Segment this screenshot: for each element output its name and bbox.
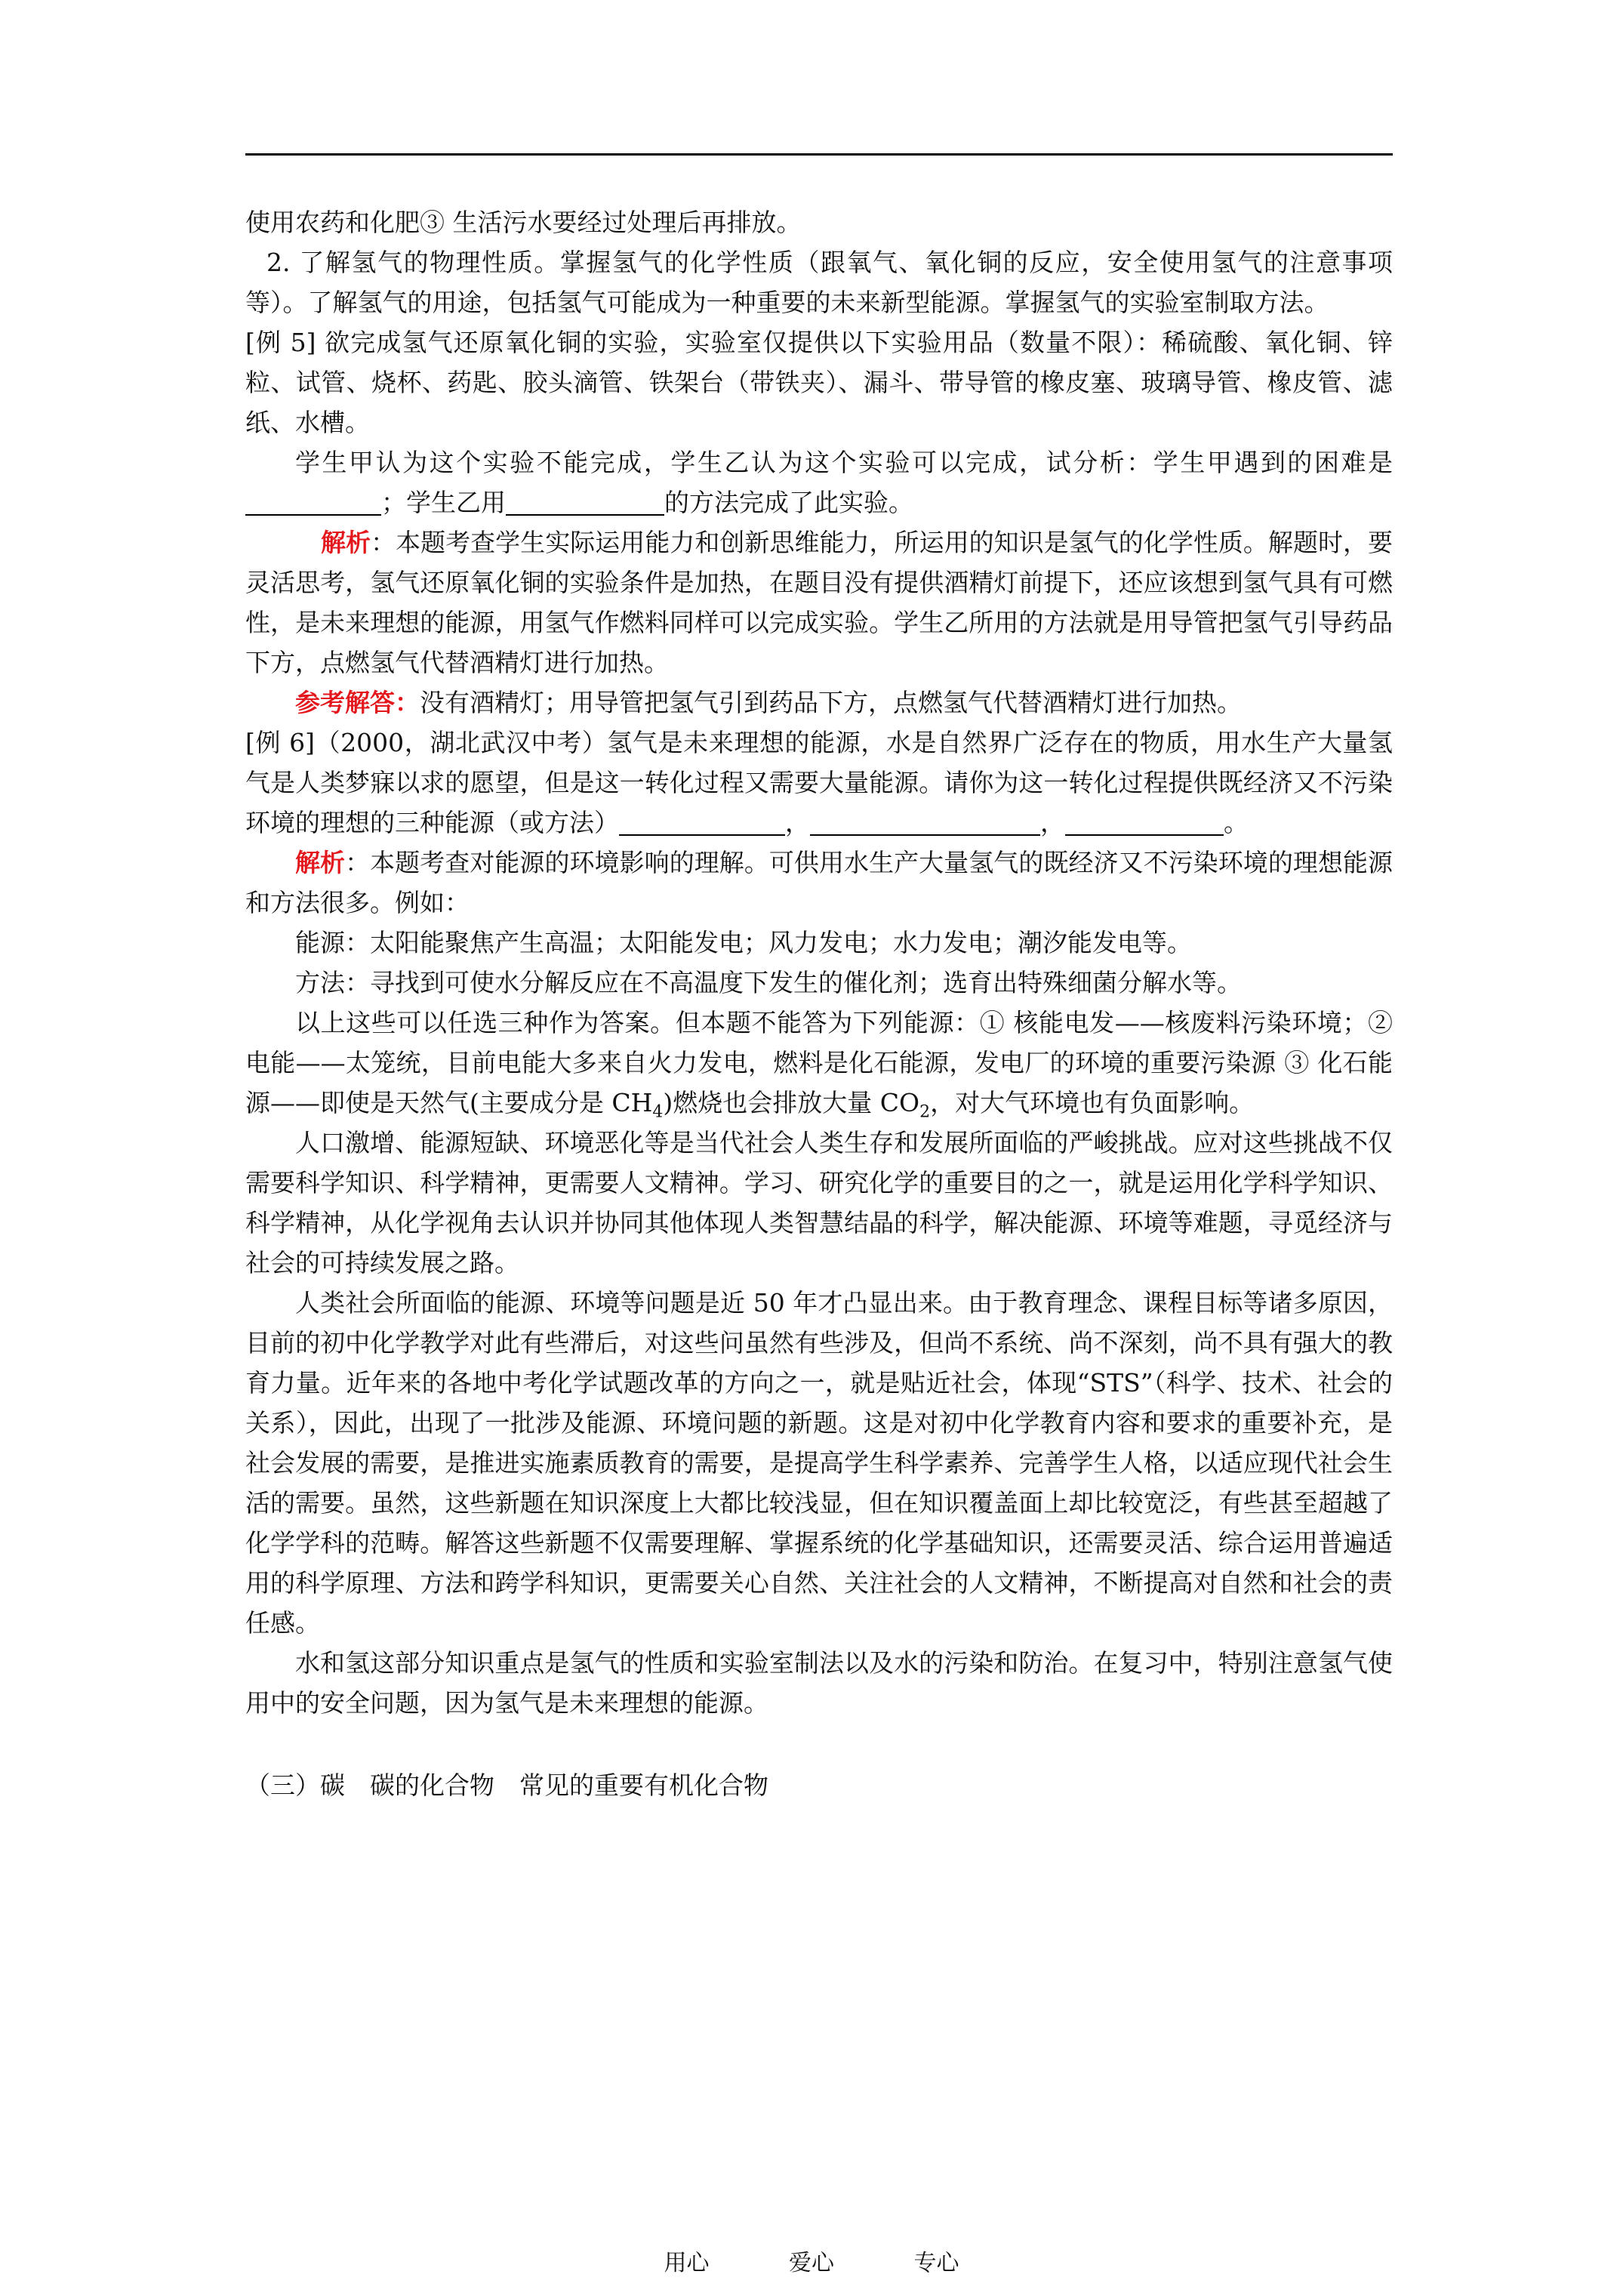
page-footer: [0, 2244, 1623, 2277]
text: )燃烧也会排放大量 CO: [663, 1088, 920, 1117]
analysis-paragraph: [245, 522, 1393, 683]
paragraph: 使用农药和化肥③ 生活污水要经过处理后再排放。: [245, 208, 802, 237]
answer-blank: [810, 807, 953, 836]
answer-blank: [619, 807, 785, 836]
section-heading: （三）碳 碳的化合物 常见的重要有机化合物: [245, 1771, 768, 1800]
paragraph: 人口激增、能源短缺、环境恶化等是当代社会人类生存和发展所面临的严峻挑战。应对这些挑战不仅需要科学知识、科学精神，更需要人文精神。学习、研究化学的重要目的之一，就是运用化学科学知识、科学精神，从化学视角去认识并协同其他体现人类智慧结晶的科学，解决能源、环境等难题，寻觅经济与社会的可持续发展之路。: [245, 1128, 1393, 1277]
analysis-paragraph: [245, 843, 1393, 923]
text: [例 6]（2000，湖北武汉中考）氢气是未来理想的能源，水是自然界广泛存在的物质，用水生产大量氢气是人类梦寐以求的愿望，但是这一转化过程又需要大量能源。请你为这一转化过程提供既经济又不污染环境的理想的三种能源（或方法）: [245, 728, 1393, 837]
reference-answer-label: 参考解答：: [295, 688, 420, 717]
paragraph: [245, 1003, 1393, 1123]
text: ，对大气环境也有负面影响。: [930, 1088, 1255, 1117]
text: 学生甲认为这个实验不能完成，学生乙认为这个实验可以完成，试分析：学生甲遇到的困难是: [295, 448, 1393, 477]
text: 的方法完成了此实验。: [664, 488, 913, 517]
answer-blank: [245, 487, 381, 516]
text: 。: [1224, 808, 1249, 837]
answer-blank: [1065, 807, 1224, 836]
footer-item: 用心: [664, 2250, 710, 2276]
subscript: 2: [919, 1102, 931, 1122]
text: ：本题考查学生实际运用能力和创新思维能力，所运用的知识是氢气的化学性质。解题时，要灵活思考，氢气还原氧化铜的实验条件是加热，在题目没有提供酒精灯前提下，还应该想到氢气具有可燃性，是未来理想的能源，用氢气作燃料同样可以完成实验。学生乙所用的方法就是用导管把氢气引导药品下方，点燃氢气代替酒精灯进行加热。: [245, 528, 1394, 677]
analysis-label: 解析: [295, 848, 346, 877]
paragraph: 人类社会所面临的能源、环境等问题是近 50 年才凸显出来。由于教育理念、课程目标等诸多原因，目前的初中化学教学对此有些滞后，对这些问虽然有些涉及，但尚不系统、尚不深刻，尚不具有强大的教育力量。近年来的各地中考化学试题改革的方向之一，就是贴近社会，体现“STS”（科学、技术、社会的关系），因此，出现了一批涉及能源、环境问题的新题。这是对初中化学教育内容和要求的重要补充，是社会发展的需要，是推进实施素质教育的需要，是提高学生科学素养、完善学生人格，以适应现代社会生活的需要。虽然，这些新题在知识深度上大都比较浅显，但在知识覆盖面上却比较宽泛，有些甚至超越了化学学科的范畴。解答这些新题不仅需要理解、掌握系统的化学基础知识，还需要灵活、综合运用普遍适用的科学原理、方法和跨学科知识，更需要关心自然、关注社会的人文精神，不断提高对自然和社会的责任感。: [245, 1288, 1393, 1638]
text: 以上这些可以任选三种作为答案。但本题不能答为下列能源：① 核能电发——核废料污染环境；② 电能——太笼统，目前电能大多来自火力发电，燃料是化石能源，发电厂的环境的重要污染源 ③ 化石能源——即使是天然气(主要成分是 CH: [245, 1008, 1393, 1117]
text: ，: [785, 808, 810, 837]
footer-item: 专心: [913, 2250, 959, 2276]
text: 没有酒精灯；用导管把氢气引到药品下方，点燃氢气代替酒精灯进行加热。: [420, 688, 1242, 717]
reference-answer: [245, 683, 1393, 723]
question-paragraph: [245, 442, 1393, 522]
subscript: 4: [652, 1102, 664, 1122]
footer-item: 爱心: [789, 2250, 834, 2276]
paragraph: 2. 了解氢气的物理性质。掌握氢气的化学性质（跟氧气、氧化铜的反应，安全使用氢气的注意事项等）。了解氢气的用途，包括氢气可能成为一种重要的未来新型能源。掌握氢气的实验室制取方法。: [245, 248, 1393, 317]
example-5: [例 5] 欲完成氢气还原氧化铜的实验，实验室仅提供以下实验用品（数量不限）：稀硫酸、氧化铜、锌粒、试管、烧杯、药匙、胶头滴管、铁架台（带铁夹）、漏斗、带导管的橡皮塞、玻璃导管、橡皮管、滤纸、水槽。: [245, 328, 1393, 437]
paragraph: 方法：寻找到可使水分解反应在不高温度下发生的催化剂；选育出特殊细菌分解水等。: [295, 968, 1242, 997]
paragraph: 能源：太阳能聚焦产生高温；太阳能发电；风力发电；水力发电；潮汐能发电等。: [295, 928, 1192, 957]
header-rule: [245, 153, 1393, 156]
text: ：本题考查对能源的环境影响的理解。可供用水生产大量氢气的既经济又不污染环境的理想能源和方法很多。例如：: [245, 848, 1394, 917]
paragraph: 水和氢这部分知识重点是氢气的性质和实验室制法以及水的污染和防治。在复习中，特别注意氢气使用中的安全问题，因为氢气是未来理想的能源。: [245, 1648, 1393, 1718]
document-body: [245, 202, 1393, 1805]
example-6: [245, 723, 1393, 843]
text: ；学生乙用: [381, 488, 506, 517]
text: ，: [1040, 808, 1065, 837]
analysis-label: 解析: [321, 528, 371, 557]
answer-blank: [953, 807, 1040, 836]
answer-blank: [506, 487, 664, 516]
